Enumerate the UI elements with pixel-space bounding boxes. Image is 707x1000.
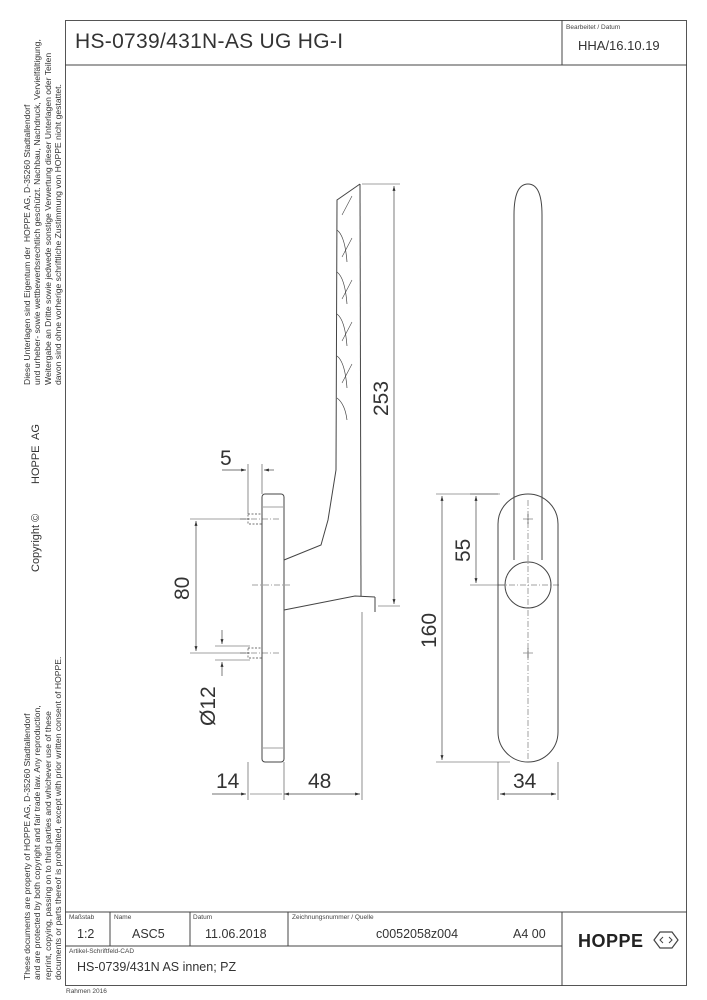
edited-label: Bearbeitet / Datum [566, 24, 621, 31]
paper-format: A4 00 [513, 927, 546, 941]
dimension-253: 253 [370, 380, 393, 416]
frame-footer: Rahmen 2016 [66, 988, 107, 995]
dimension-160: 160 [418, 612, 441, 648]
dimension-34: 34 [513, 770, 537, 793]
copyright-label: Copyright © [30, 513, 42, 572]
name-value: ASC5 [132, 927, 165, 941]
copyright-english: These documents are property of HOPPE AG, D-35260 Stadtallendorf and are protected by both copyright and fair trade law. Any reproduction, reprint, copying, passing on to third parties and whichever use of these documents or parts thereof is prohibited, except with prior written consent of HOPPE. [22, 656, 64, 980]
edited-value: HHA/16.10.19 [578, 38, 660, 53]
dimension-14: 14 [216, 770, 240, 793]
scale-label: Maßstab [69, 914, 95, 921]
date-label: Datum [193, 914, 213, 921]
dimension-diameter-12: Ø12 [197, 686, 220, 726]
hoppe-logo: HOPPE [578, 931, 644, 951]
scale-value: 1:2 [77, 927, 95, 941]
dimension-48: 48 [308, 770, 332, 793]
drawing-title: HS-0739/431N-AS UG HG-I [75, 30, 344, 53]
dimension-5: 5 [220, 447, 232, 470]
dimension-80: 80 [171, 576, 194, 600]
brand-name: HOPPE AG [30, 424, 42, 484]
dimension-55: 55 [452, 538, 475, 562]
copyright-german: Diese Unterlagen sind Eigentum der HOPPE AG, D-35260 Stadtallendorf und urheber- sowie wettbewerbsrechtlich geschützt. Nachbau, Nachdruck, Vervielfältigung, Weitergabe an Dritte sowie jedwede sonstige Verwertung dieser Unterlagen oder Teilen davon sind ohne vorherige schriftliche Zustimmung von HOPPE nicht gestattet. [22, 39, 64, 385]
article-value: HS-0739/431N AS innen; PZ [77, 960, 237, 974]
name-label: Name [114, 914, 132, 921]
drawing-number: c0052058z004 [376, 927, 459, 941]
drawing-number-label: Zeichnungsnummer / Quelle [292, 914, 374, 921]
article-label: Artikel-Schriftfeld-CAD [69, 948, 135, 955]
date-value: 11.06.2018 [205, 927, 267, 941]
